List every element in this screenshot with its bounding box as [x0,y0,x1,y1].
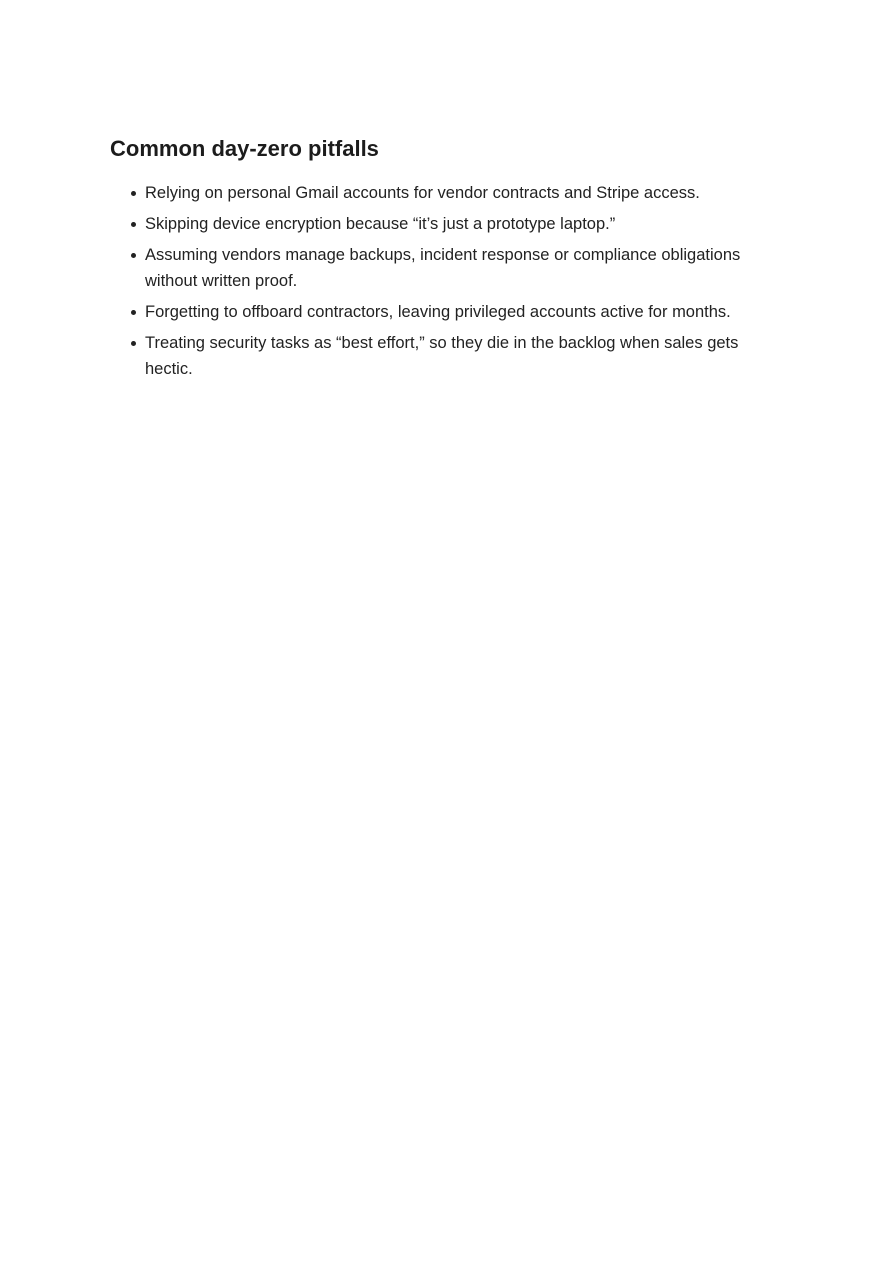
list-item-text: Skipping device encryption because “it’s just a prototype laptop.” [145,215,616,233]
list-item [110,330,790,382]
pitfall-list [110,180,790,382]
list-item-text: Relying on personal Gmail accounts for vendor contracts and Stripe access. [145,184,700,202]
list-item [110,211,790,237]
section-title: Common day-zero pitfalls [110,136,379,161]
document-page [110,132,790,387]
bullet-icon [131,191,136,196]
list-item [110,299,790,325]
bullet-icon [131,253,136,258]
bullet-icon [131,341,136,346]
list-item [110,242,790,294]
list-item-text: Treating security tasks as “best effort,” so they die in the backlog when sales gets hectic. [145,334,739,378]
list-item [110,180,790,206]
bullet-icon [131,222,136,227]
list-item-text: Assuming vendors manage backups, incident response or compliance obligations without written proof. [145,246,741,290]
bullet-icon [131,310,136,315]
list-item-text: Forgetting to offboard contractors, leaving privileged accounts active for months. [145,303,731,321]
